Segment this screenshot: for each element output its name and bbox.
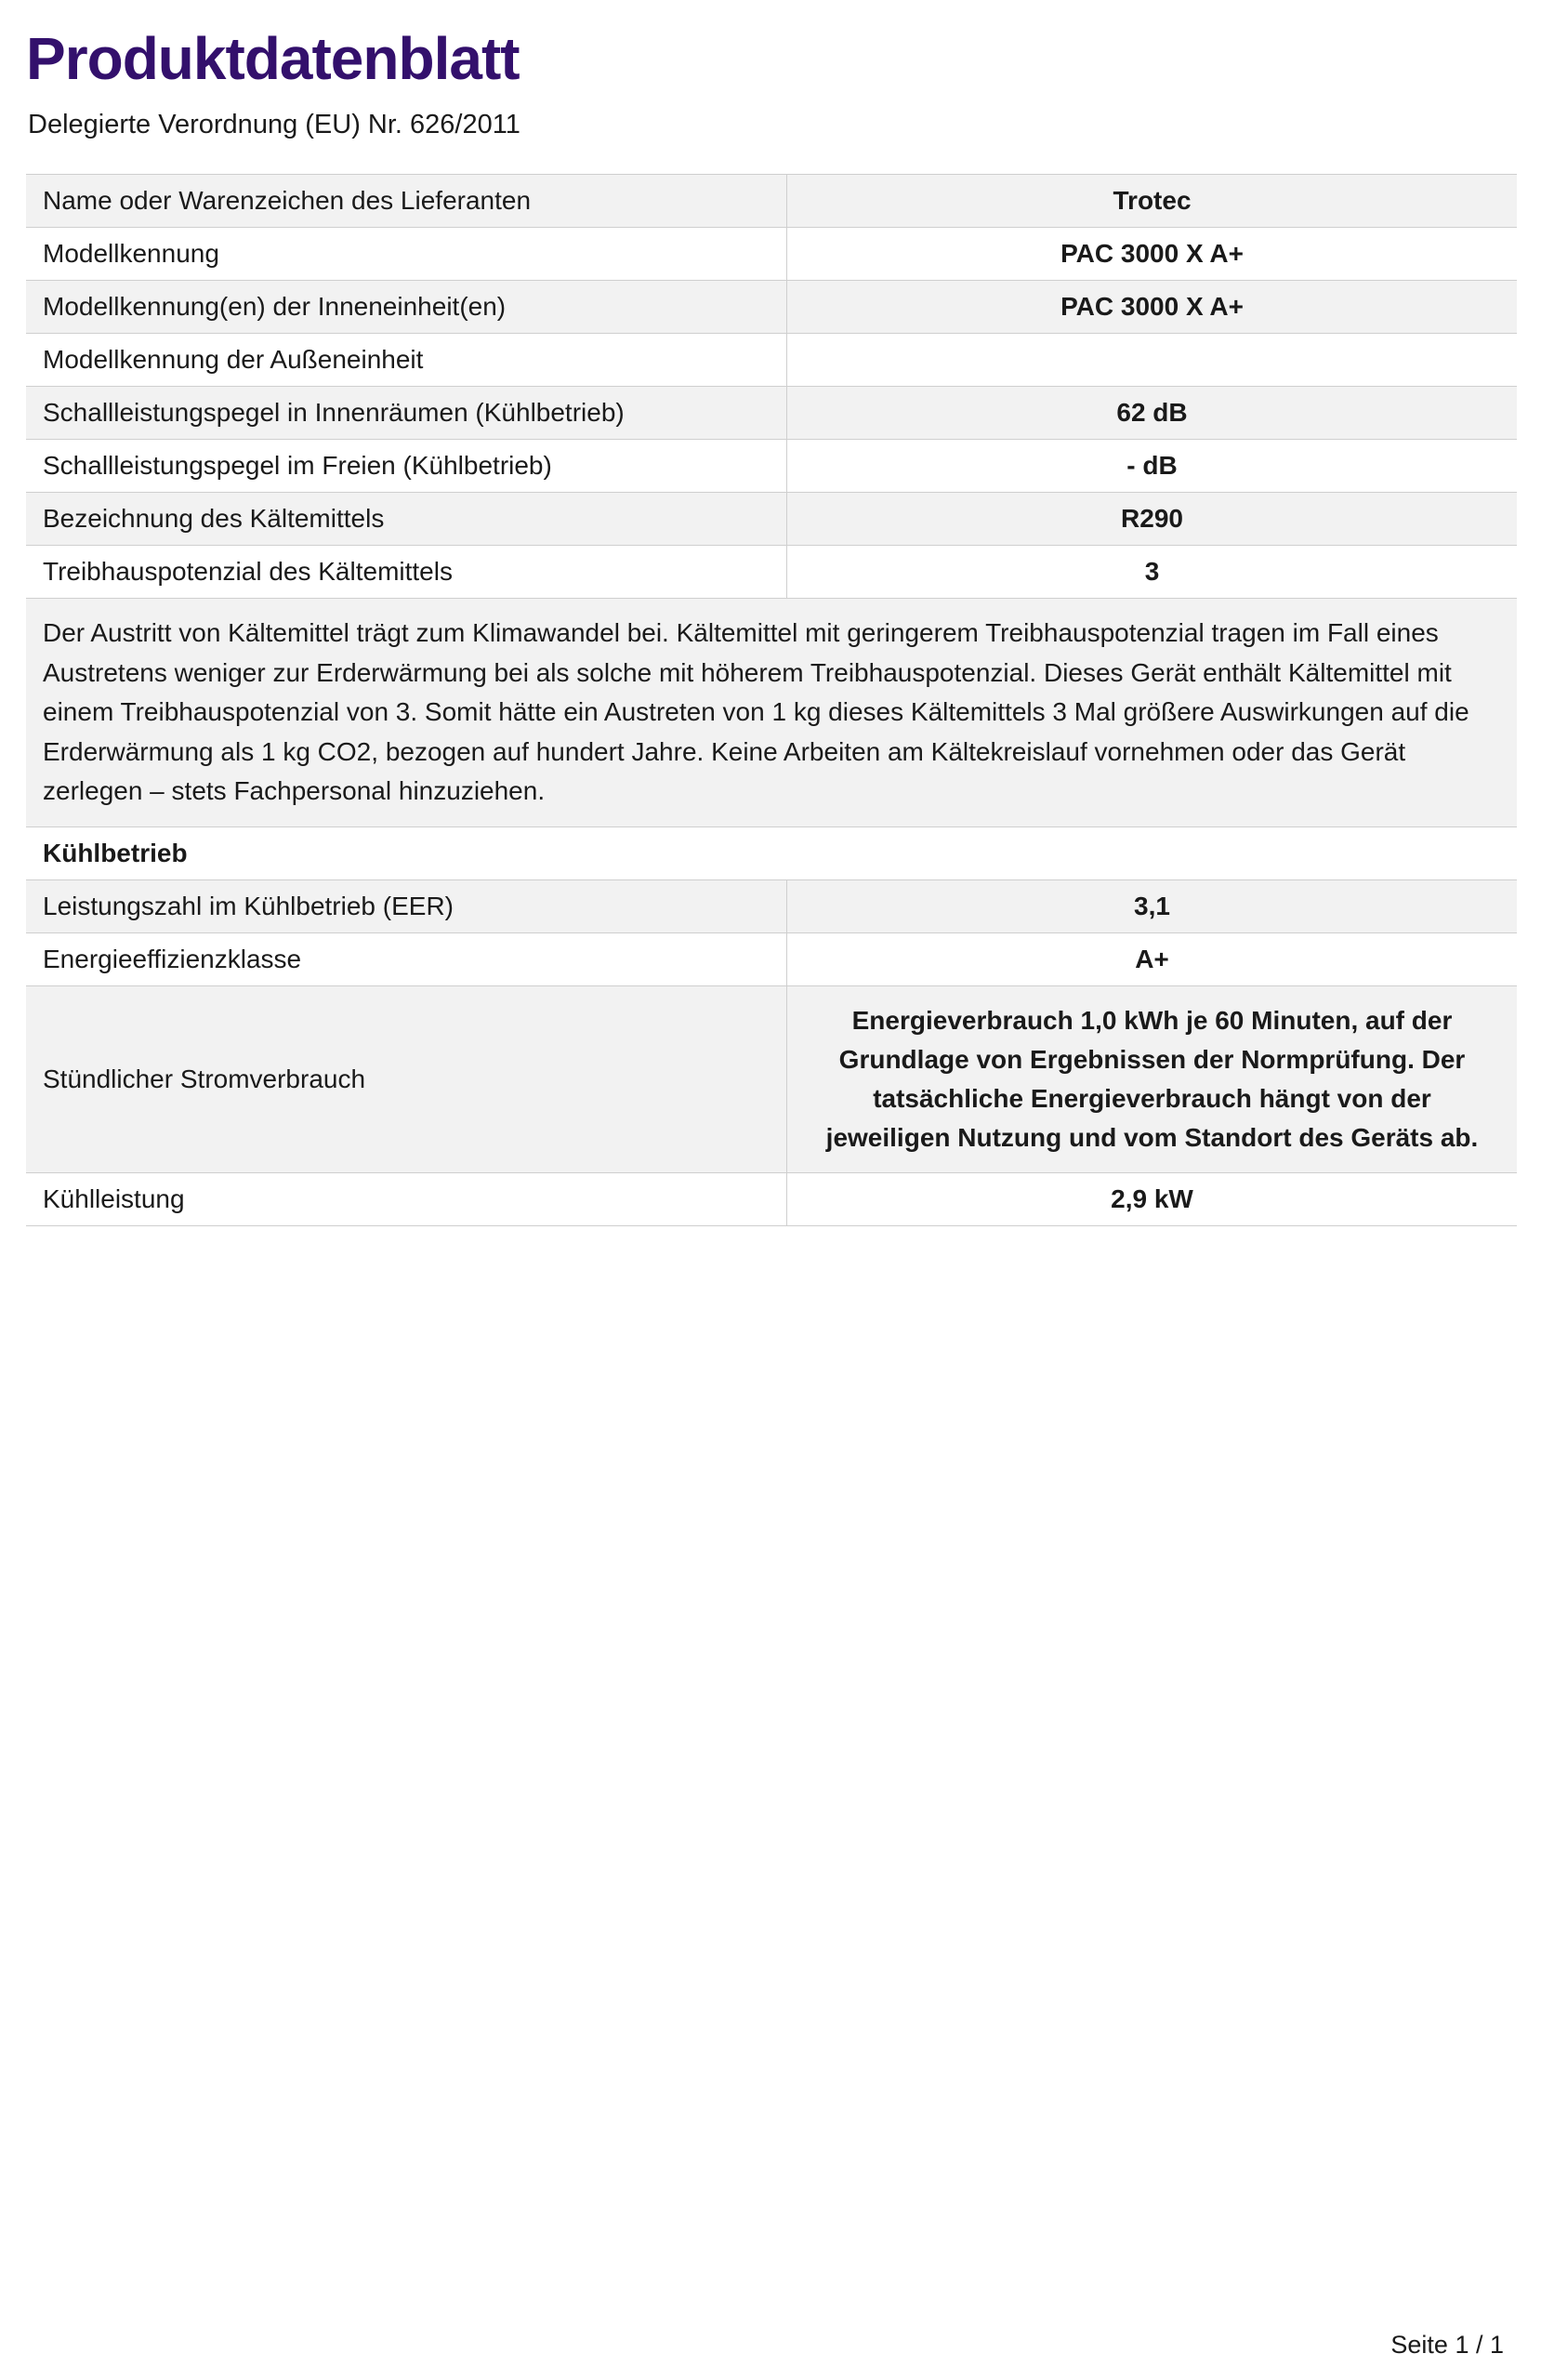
- spec-label: Modellkennung(en) der Inneneinheit(en): [43, 292, 507, 321]
- spec-value: A+: [786, 933, 1517, 985]
- row-model: [26, 228, 1517, 281]
- spec-value: 2,9 kW: [786, 1173, 1517, 1225]
- row-sound-indoor: [26, 387, 1517, 440]
- page-number: Seite 1 / 1: [1390, 2331, 1504, 2359]
- spec-label: Bezeichnung des Kältemittels: [43, 504, 385, 533]
- spec-label: Energieeffizienzklasse: [43, 944, 302, 973]
- section-heading: Kühlbetrieb: [43, 838, 188, 867]
- spec-label: Modellkennung der Außeneinheit: [43, 345, 424, 374]
- spec-label: Modellkennung: [43, 239, 219, 268]
- row-sound-outdoor: [26, 440, 1517, 493]
- spec-value: Trotec: [786, 175, 1517, 227]
- spec-label: Stündlicher Stromverbrauch: [43, 1064, 366, 1093]
- spec-value: 3,1: [786, 880, 1517, 932]
- row-gwp: [26, 546, 1517, 599]
- spec-label: Treibhauspotenzial des Kältemittels: [43, 557, 453, 586]
- spec-value: - dB: [786, 440, 1517, 492]
- row-hourly-consumption: [26, 986, 1517, 1173]
- row-refrigerant: [26, 493, 1517, 546]
- row-section-cooling: [26, 827, 1517, 880]
- refrigerant-note-text: Der Austritt von Kältemittel trägt zum Klimawandel bei. Kältemittel mit geringerem Treibhauspotenzial tragen im Fall eines Austretens weniger zur Erderwärmung bei als solche mit höherem Treibhauspotenzial. Dieses Gerät enthält Kältemittel mit einem Treibhauspotenzial von 3. Somit hätte ein Austreten von 1 kg dieses Kältemittels 3 Mal größere Auswirkungen auf die Erderwärmung als 1 kg CO2, bezogen auf hundert Jahre. Keine Arbeiten am Kältekreislauf vornehmen oder das Gerät zerlegen – stets Fachpersonal hinzuziehen.: [43, 618, 1469, 806]
- spec-value: [786, 334, 1517, 386]
- spec-value: Energieverbrauch 1,0 kWh je 60 Minuten, auf der Grundlage von Ergebnissen der Normprüfung. Der tatsächliche Energieverbrauch hängt von der jeweiligen Nutzung und vom Standort des Geräts ab.: [786, 986, 1517, 1172]
- spec-label: Schallleistungspegel im Freien (Kühlbetrieb): [43, 451, 552, 480]
- row-energy-class: [26, 933, 1517, 986]
- spec-value: R290: [786, 493, 1517, 545]
- row-indoor-model: [26, 281, 1517, 334]
- spec-label: Name oder Warenzeichen des Lieferanten: [43, 186, 532, 215]
- regulation-subtitle: Delegierte Verordnung (EU) Nr. 626/2011: [28, 110, 520, 139]
- row-outdoor-model: [26, 334, 1517, 387]
- spec-table: [26, 174, 1517, 1226]
- row-eer: [26, 880, 1517, 933]
- spec-value: 3: [786, 546, 1517, 598]
- spec-value: PAC 3000 X A+: [786, 228, 1517, 280]
- spec-label: Leistungszahl im Kühlbetrieb (EER): [43, 891, 454, 920]
- page-title: Produktdatenblatt: [26, 25, 520, 92]
- spec-label: Kühlleistung: [43, 1183, 185, 1213]
- spec-label: Schallleistungspegel in Innenräumen (Kühlbetrieb): [43, 398, 625, 427]
- row-cooling-capacity: [26, 1173, 1517, 1226]
- row-refrigerant-note: [26, 599, 1517, 827]
- row-supplier: [26, 175, 1517, 228]
- spec-value: PAC 3000 X A+: [786, 281, 1517, 333]
- spec-value: 62 dB: [786, 387, 1517, 439]
